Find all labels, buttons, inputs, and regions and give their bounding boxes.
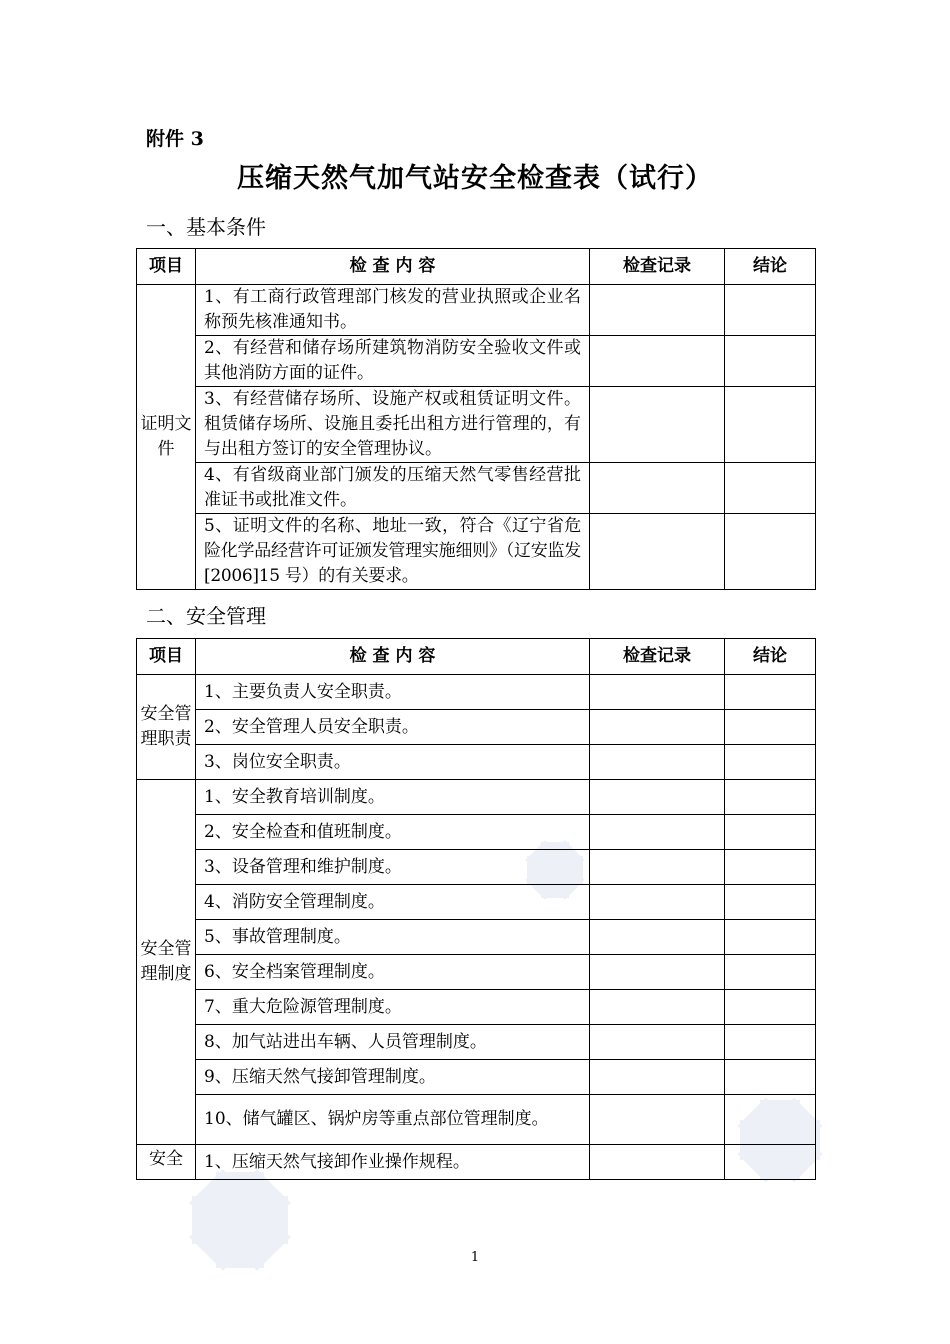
table-row bbox=[137, 920, 816, 955]
table-header-row bbox=[137, 249, 816, 285]
table-row bbox=[137, 387, 816, 463]
table-row bbox=[137, 285, 816, 336]
record-cell[interactable] bbox=[590, 885, 725, 920]
table-row bbox=[137, 514, 816, 590]
record-cell[interactable] bbox=[590, 955, 725, 990]
item-text: 3、岗位安全职责。 bbox=[196, 745, 590, 780]
table-row bbox=[137, 1025, 816, 1060]
conclusion-cell[interactable] bbox=[725, 463, 816, 514]
conclusion-cell[interactable] bbox=[725, 780, 816, 815]
item-text: 2、安全检查和值班制度。 bbox=[196, 815, 590, 850]
basic-conditions-table bbox=[136, 248, 816, 590]
conclusion-cell[interactable] bbox=[725, 675, 816, 710]
conclusion-cell[interactable] bbox=[725, 1145, 816, 1180]
item-text: 10、储气罐区、锅炉房等重点部位管理制度。 bbox=[196, 1095, 590, 1145]
table-row bbox=[137, 780, 816, 815]
item-text: 3、设备管理和维护制度。 bbox=[196, 850, 590, 885]
conclusion-cell[interactable] bbox=[725, 920, 816, 955]
table-header-row bbox=[137, 639, 816, 675]
table-row bbox=[137, 336, 816, 387]
section-heading-management: 二、安全管理 bbox=[146, 604, 266, 628]
item-text: 1、主要负责人安全职责。 bbox=[196, 675, 590, 710]
record-cell[interactable] bbox=[590, 1145, 725, 1180]
item-text: 5、证明文件的名称、地址一致，符合《辽宁省危险化学品经营许可证颁发管理实施细则》（辽安监发[2006]15 号）的有关要求。 bbox=[196, 514, 590, 590]
group-label: 安全管理制度 bbox=[137, 780, 196, 1145]
header-record: 检查记录 bbox=[590, 639, 725, 675]
item-text: 2、有经营和储存场所建筑物消防安全验收文件或其他消防方面的证件。 bbox=[196, 336, 590, 387]
record-cell[interactable] bbox=[590, 1060, 725, 1095]
table-row bbox=[137, 1095, 816, 1145]
conclusion-cell[interactable] bbox=[725, 1095, 816, 1145]
page-number: 1 bbox=[470, 1250, 480, 1265]
group-label: 证明文件 bbox=[137, 285, 196, 590]
header-project: 项目 bbox=[137, 639, 196, 675]
item-text: 4、消防安全管理制度。 bbox=[196, 885, 590, 920]
record-cell[interactable] bbox=[590, 675, 725, 710]
record-cell[interactable] bbox=[590, 850, 725, 885]
header-conclusion: 结论 bbox=[725, 639, 816, 675]
item-text: 2、安全管理人员安全职责。 bbox=[196, 710, 590, 745]
record-cell[interactable] bbox=[590, 920, 725, 955]
record-cell[interactable] bbox=[590, 514, 725, 590]
conclusion-cell[interactable] bbox=[725, 710, 816, 745]
conclusion-cell[interactable] bbox=[725, 387, 816, 463]
header-content: 检 查 内 容 bbox=[196, 639, 590, 675]
record-cell[interactable] bbox=[590, 710, 725, 745]
conclusion-cell[interactable] bbox=[725, 1060, 816, 1095]
conclusion-cell[interactable] bbox=[725, 885, 816, 920]
attachment-label: 附件 3 bbox=[146, 128, 204, 150]
conclusion-cell[interactable] bbox=[725, 285, 816, 336]
conclusion-cell[interactable] bbox=[725, 850, 816, 885]
table-row bbox=[137, 675, 816, 710]
table-row bbox=[137, 815, 816, 850]
item-text: 7、重大危险源管理制度。 bbox=[196, 990, 590, 1025]
item-text: 6、安全档案管理制度。 bbox=[196, 955, 590, 990]
section-heading-basic: 一、基本条件 bbox=[146, 215, 266, 239]
item-text: 5、事故管理制度。 bbox=[196, 920, 590, 955]
table-row bbox=[137, 710, 816, 745]
conclusion-cell[interactable] bbox=[725, 1025, 816, 1060]
table-row bbox=[137, 463, 816, 514]
item-text: 1、压缩天然气接卸作业操作规程。 bbox=[196, 1145, 590, 1180]
table-row bbox=[137, 990, 816, 1025]
conclusion-cell[interactable] bbox=[725, 336, 816, 387]
record-cell[interactable] bbox=[590, 990, 725, 1025]
group-label: 安全 bbox=[137, 1145, 196, 1180]
item-text: 1、安全教育培训制度。 bbox=[196, 780, 590, 815]
record-cell[interactable] bbox=[590, 1025, 725, 1060]
record-cell[interactable] bbox=[590, 780, 725, 815]
item-text: 8、加气站进出车辆、人员管理制度。 bbox=[196, 1025, 590, 1060]
record-cell[interactable] bbox=[590, 1095, 725, 1145]
record-cell[interactable] bbox=[590, 815, 725, 850]
header-project: 项目 bbox=[137, 249, 196, 285]
conclusion-cell[interactable] bbox=[725, 745, 816, 780]
conclusion-cell[interactable] bbox=[725, 514, 816, 590]
conclusion-cell[interactable] bbox=[725, 990, 816, 1025]
item-text: 1、有工商行政管理部门核发的营业执照或企业名称预先核准通知书。 bbox=[196, 285, 590, 336]
safety-management-table bbox=[136, 638, 816, 1180]
table-row bbox=[137, 1145, 816, 1180]
page-title: 压缩天然气加气站安全检查表（试行） bbox=[237, 163, 713, 194]
group-label: 安全管理职责 bbox=[137, 675, 196, 780]
record-cell[interactable] bbox=[590, 463, 725, 514]
item-text: 4、有省级商业部门颁发的压缩天然气零售经营批准证书或批准文件。 bbox=[196, 463, 590, 514]
table-row bbox=[137, 955, 816, 990]
record-cell[interactable] bbox=[590, 387, 725, 463]
header-conclusion: 结论 bbox=[725, 249, 816, 285]
record-cell[interactable] bbox=[590, 745, 725, 780]
table-row bbox=[137, 745, 816, 780]
header-record: 检查记录 bbox=[590, 249, 725, 285]
item-text: 9、压缩天然气接卸管理制度。 bbox=[196, 1060, 590, 1095]
conclusion-cell[interactable] bbox=[725, 815, 816, 850]
record-cell[interactable] bbox=[590, 285, 725, 336]
record-cell[interactable] bbox=[590, 336, 725, 387]
conclusion-cell[interactable] bbox=[725, 955, 816, 990]
item-text: 3、有经营储存场所、设施产权或租赁证明文件。租赁储存场所、设施且委托出租方进行管理的，有与出租方签订的安全管理协议。 bbox=[196, 387, 590, 463]
table-row bbox=[137, 850, 816, 885]
table-row bbox=[137, 1060, 816, 1095]
table-row bbox=[137, 885, 816, 920]
header-content: 检 查 内 容 bbox=[196, 249, 590, 285]
